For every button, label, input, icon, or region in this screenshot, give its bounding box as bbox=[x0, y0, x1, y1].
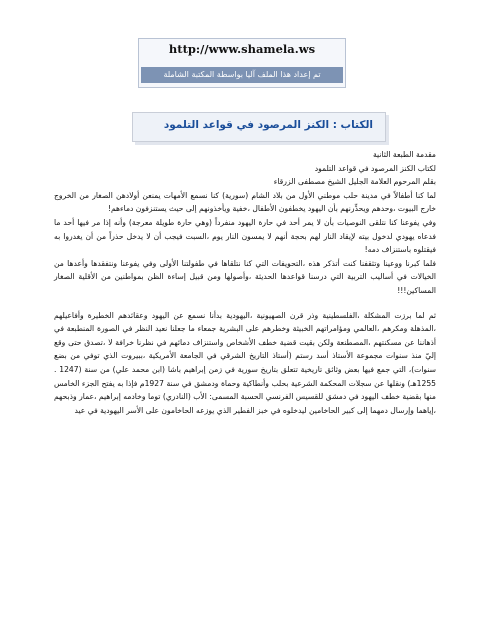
paragraph-1: لما كنا أطفالاً في مدينة حلب موطني الأول من بلاد الشام (سورية) كنا نسمع الأمهات يمنعن أولادهن الصغار من الخروج خارج البيوت ،وحدهم ويحذِّرنهم بأن اليهود يخطفون الأطفال ،خفية ويأخذونهم إلى حيث يستنزفون دماءهم! bbox=[54, 190, 436, 214]
book-name-line: لكتاب الكنز المرصود في قواعد التلمود bbox=[314, 163, 436, 173]
book-title-box bbox=[132, 112, 386, 142]
preface-heading: مقدمة الطبعة الثانية bbox=[372, 150, 436, 159]
paragraph-4: ثم لما برزت المشكلة ،الفلسطينية وذر قرن الصهيونية ،اليهودية بدأنا نسمع عن اليهود وعقائدهم الخطيرة وأفاعيلهم ،المذهلة ومكرهم ،العالمي ومؤامراتهم الخبيثة وخطرهم على البشرية جمعاء ما جعلنا نعيد النظر في الصورة المنطبعة في أذهاننا عن مسكنتهم ،المصطنعة ولكن بقيت قضية خطف الأشخاص واستنزاف دمائهم في نظرنا خرافة لا ،تصدق حتى وقع إليّ منذ سنوات مجموعة الأستاذ أسد رستم (أستاذ التاريخ الشرقي في الجامعة الأمريكية ،ببيروت الذي توفي من بضع سنوات)، التي جمع فيها بعض وثائق تاريخية تتعلق بتاريخ سورية في زمن إبراهيم باشا (ابن محمد علي) من سنة (1247 . 1255هـ) ونقلها عن سجلات المحكمة الشرعية بحلب وأنطاكية وحماة ودمشق في سنة 1927م فإذا به يفتح الجزء الخامس منها بقضية خطف اليهود في دمشق للقسيس الفرنسي الحسبة المسمى: الأب (النادري) توما وخادمه إبراهيم ،عمار وذبحهم ،إياهما وإرسال دمهما إلى كبير الحاخامين ليدخلوه في خبز الفطير الذي يوزعه الحاخامون على الأسر اليهودية في عيد bbox=[54, 310, 437, 415]
paragraph-3: فلما كبرنا ووعينا وتثقفنا كنت أتذكر هذه ،التحويفات التي كنا نتلقاها في طفولتنا الأولى وفي يفوعنا ونتفقدها وأعدها من الخيالات في أساليب التربية التي درسنا قواعدها الحديثة ،وأصولها ومن قبيل إساءة الظن بمواطنين من الأقلية الصغار المساكين!!! bbox=[54, 258, 436, 295]
site-header bbox=[138, 38, 346, 88]
generated-banner: تم إعداد هذا الملف آليا بواسطة المكتبة الشاملة bbox=[141, 67, 343, 83]
author-line: بقلم المرحوم العلامة الجليل الشيخ مصطفى الزرقاء bbox=[273, 177, 436, 187]
book-title: الكتاب : الكنز المرصود في قواعد التلمود bbox=[163, 119, 373, 131]
paragraph-2: وفي يفوعنا كنا نتلقى النوصيات بأن لا يمر أحد في حارة اليهود منفرداً (وهي حارة طويلة معرجة) وأنه إذا مر فيها أحد ما فدعاه يهودي لدخول بيته لإيقاد النار لهم بحجة أنهم لا يمسون النار يوم ،السبت فيجب أن لا يدخل حذراً من أن يغدروا به فيقتلوه باستنزاف دمه! bbox=[54, 217, 436, 255]
site-url[interactable]: http://www.shamela.ws bbox=[168, 42, 316, 56]
paragraph-gap bbox=[54, 298, 436, 309]
document-body bbox=[54, 148, 436, 417]
